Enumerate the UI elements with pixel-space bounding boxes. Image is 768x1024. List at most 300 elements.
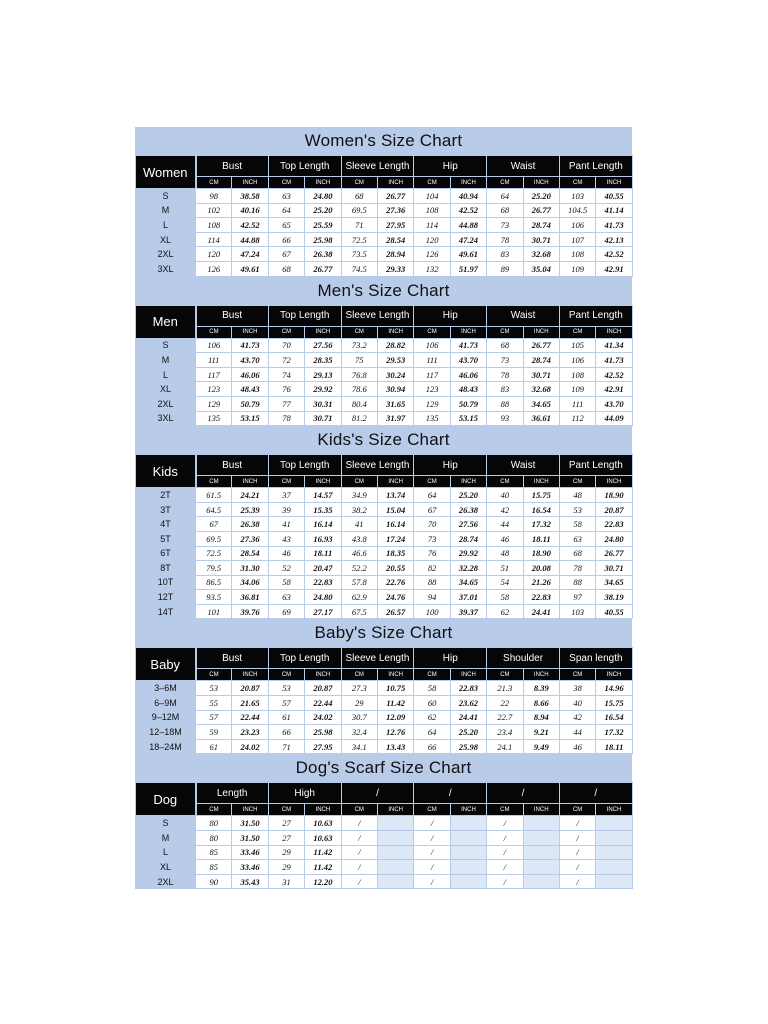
inch-value: 40.16 [232, 203, 268, 218]
category-label: Kids [136, 455, 196, 488]
cm-value: 104.5 [559, 203, 595, 218]
inch-value: 12.20 [305, 874, 341, 889]
inch-value: 28.54 [232, 546, 268, 561]
inch-value: 42.52 [450, 203, 486, 218]
column-header: Top Length [268, 156, 341, 177]
inch-value: 22.44 [232, 710, 268, 725]
cm-value: 67 [268, 247, 304, 262]
cm-value: 54 [487, 575, 523, 590]
unit-cm-header: CM [341, 669, 377, 681]
cm-value: 80.4 [341, 396, 377, 411]
inch-value [523, 831, 559, 846]
cm-value: 93 [487, 411, 523, 426]
cm-value: 29 [268, 860, 304, 875]
cm-value: 61 [196, 739, 232, 754]
cm-value: 73 [487, 218, 523, 233]
inch-value: 35.04 [523, 261, 559, 276]
cm-value: 123 [196, 382, 232, 397]
inch-value: 28.82 [377, 338, 413, 353]
inch-value [596, 860, 632, 875]
cm-value: 65 [268, 218, 304, 233]
inch-value: 12.09 [377, 710, 413, 725]
column-header: / [414, 783, 487, 804]
cm-value: 66 [268, 725, 304, 740]
inch-value: 22.44 [305, 696, 341, 711]
inch-value: 41.73 [596, 353, 632, 368]
unit-cm-header: CM [341, 476, 377, 488]
cm-value: 71 [268, 739, 304, 754]
cm-value: 48 [559, 488, 595, 503]
inch-value: 30.31 [305, 396, 341, 411]
unit-cm-header: CM [559, 476, 595, 488]
cm-value: 78 [559, 561, 595, 576]
inch-value: 25.59 [305, 218, 341, 233]
category-label: Men [136, 305, 196, 338]
size-label: 14T [136, 604, 196, 619]
cm-value: 75 [341, 353, 377, 368]
cm-value: 67.5 [341, 604, 377, 619]
cm-value: 97 [559, 590, 595, 605]
cm-value: 102 [196, 203, 232, 218]
cm-value: 109 [559, 382, 595, 397]
cm-value: 29 [268, 845, 304, 860]
cm-value: / [341, 816, 377, 831]
inch-value: 35.43 [232, 874, 268, 889]
inch-value: 23.62 [450, 696, 486, 711]
inch-value: 37.01 [450, 590, 486, 605]
inch-value: 49.61 [232, 261, 268, 276]
unit-inch-header: INCH [596, 476, 632, 488]
inch-value: 31.30 [232, 561, 268, 576]
cm-value: 76 [268, 382, 304, 397]
size-label: 2XL [136, 874, 196, 889]
cm-value: 44 [559, 725, 595, 740]
table-row [136, 396, 633, 411]
unit-cm-header: CM [196, 669, 232, 681]
inch-value: 39.37 [450, 604, 486, 619]
unit-cm-header: CM [487, 177, 523, 189]
cm-value: 80 [196, 816, 232, 831]
inch-value: 41.73 [596, 218, 632, 233]
inch-value: 34.06 [232, 575, 268, 590]
cm-value: 46 [487, 531, 523, 546]
cm-value: 129 [196, 396, 232, 411]
cm-value: 100 [414, 604, 450, 619]
cm-value: 37 [268, 488, 304, 503]
table-row [136, 382, 633, 397]
table-row [136, 411, 633, 426]
inch-value: 34.65 [596, 575, 632, 590]
inch-value: 42.52 [596, 367, 632, 382]
column-header: Shoulder [487, 648, 560, 669]
unit-inch-header: INCH [232, 804, 268, 816]
cm-value: 53 [196, 681, 232, 696]
cm-value: 62 [487, 604, 523, 619]
cm-value: 85 [196, 860, 232, 875]
cm-value: 123 [414, 382, 450, 397]
cm-value: 42 [487, 502, 523, 517]
cm-value: 111 [196, 353, 232, 368]
column-header: Pant Length [559, 455, 632, 476]
inch-value [377, 816, 413, 831]
cm-value: 69 [268, 604, 304, 619]
inch-value [523, 845, 559, 860]
inch-value: 33.46 [232, 860, 268, 875]
cm-value: 79.5 [196, 561, 232, 576]
inch-value: 22.83 [596, 517, 632, 532]
inch-value: 29.53 [377, 353, 413, 368]
unit-cm-header: CM [196, 177, 232, 189]
unit-inch-header: INCH [450, 326, 486, 338]
cm-value: 73.5 [341, 247, 377, 262]
inch-value: 26.38 [450, 502, 486, 517]
inch-value: 26.77 [523, 203, 559, 218]
table-row [136, 590, 633, 605]
inch-value: 8.94 [523, 710, 559, 725]
inch-value: 41.73 [232, 338, 268, 353]
column-header: Top Length [268, 305, 341, 326]
unit-inch-header: INCH [523, 476, 559, 488]
cm-value: 53 [559, 502, 595, 517]
inch-value: 15.04 [377, 502, 413, 517]
unit-inch-header: INCH [596, 326, 632, 338]
inch-value: 18.90 [596, 488, 632, 503]
unit-inch-header: INCH [596, 804, 632, 816]
inch-value: 14.57 [305, 488, 341, 503]
inch-value: 23.23 [232, 725, 268, 740]
inch-value: 16.93 [305, 531, 341, 546]
unit-inch-header: INCH [305, 177, 341, 189]
inch-value: 8.39 [523, 681, 559, 696]
cm-value: 53 [268, 681, 304, 696]
cm-value: 46 [559, 739, 595, 754]
inch-value [450, 831, 486, 846]
inch-value: 16.54 [596, 710, 632, 725]
table-row [136, 710, 633, 725]
inch-value: 17.32 [523, 517, 559, 532]
cm-value: 66 [268, 232, 304, 247]
unit-inch-header: INCH [523, 804, 559, 816]
size-label: XL [136, 382, 196, 397]
table-row [136, 604, 633, 619]
unit-cm-header: CM [487, 669, 523, 681]
cm-value: 63 [268, 590, 304, 605]
cm-value: 120 [414, 232, 450, 247]
inch-value: 27.56 [450, 517, 486, 532]
cm-value: 73 [487, 353, 523, 368]
cm-value: 88 [559, 575, 595, 590]
category-label: Baby [136, 648, 196, 681]
unit-cm-header: CM [559, 804, 595, 816]
size-label: 3XL [136, 261, 196, 276]
table-row [136, 189, 633, 204]
inch-value: 44.09 [596, 411, 632, 426]
unit-inch-header: INCH [377, 804, 413, 816]
table-row [136, 338, 633, 353]
cm-value: 114 [414, 218, 450, 233]
inch-value: 36.81 [232, 590, 268, 605]
inch-value: 31.50 [232, 816, 268, 831]
size-label: 18–24M [136, 739, 196, 754]
inch-value: 42.52 [596, 247, 632, 262]
cm-value: 21.3 [487, 681, 523, 696]
unit-cm-header: CM [487, 476, 523, 488]
cm-value: 101 [196, 604, 232, 619]
cm-value: 67 [414, 502, 450, 517]
inch-value: 53.15 [450, 411, 486, 426]
inch-value: 42.52 [232, 218, 268, 233]
inch-value: 30.71 [523, 367, 559, 382]
unit-inch-header: INCH [232, 476, 268, 488]
inch-value: 26.38 [232, 517, 268, 532]
column-header: / [559, 783, 632, 804]
cm-value: 74 [268, 367, 304, 382]
cm-value: / [341, 831, 377, 846]
column-header: Bust [196, 648, 269, 669]
cm-value: 64 [414, 725, 450, 740]
unit-cm-header: CM [559, 177, 595, 189]
cm-value: 23.4 [487, 725, 523, 740]
cm-value: 73 [414, 531, 450, 546]
inch-value [596, 831, 632, 846]
cm-value: 86.5 [196, 575, 232, 590]
size-label: 6–9M [136, 696, 196, 711]
cm-value: 24.1 [487, 739, 523, 754]
inch-value: 28.74 [523, 353, 559, 368]
unit-cm-header: CM [559, 326, 595, 338]
inch-value: 18.11 [523, 531, 559, 546]
column-header: Span length [559, 648, 632, 669]
cm-value: 60 [414, 696, 450, 711]
inch-value: 25.98 [305, 232, 341, 247]
cm-value: 103 [559, 604, 595, 619]
cm-value: 72.5 [341, 232, 377, 247]
cm-value: 27 [268, 831, 304, 846]
unit-inch-header: INCH [377, 177, 413, 189]
inch-value: 34.65 [450, 575, 486, 590]
cm-value: 34.9 [341, 488, 377, 503]
inch-value: 29.13 [305, 367, 341, 382]
cm-value: 107 [559, 232, 595, 247]
inch-value [377, 874, 413, 889]
size-label: 8T [136, 561, 196, 576]
cm-value: 126 [414, 247, 450, 262]
cm-value: 68 [341, 189, 377, 204]
unit-cm-header: CM [487, 326, 523, 338]
unit-inch-header: INCH [305, 326, 341, 338]
inch-value: 32.28 [450, 561, 486, 576]
inch-value: 9.21 [523, 725, 559, 740]
inch-value: 20.87 [232, 681, 268, 696]
inch-value: 12.76 [377, 725, 413, 740]
unit-cm-header: CM [414, 177, 450, 189]
inch-value: 43.70 [232, 353, 268, 368]
cm-value: 69.5 [196, 531, 232, 546]
inch-value: 22.76 [377, 575, 413, 590]
cm-value: 63 [268, 189, 304, 204]
cm-value: 58 [559, 517, 595, 532]
unit-inch-header: INCH [232, 177, 268, 189]
cm-value: 108 [559, 247, 595, 262]
inch-value: 16.14 [305, 517, 341, 532]
inch-value: 24.41 [450, 710, 486, 725]
cm-value: 62 [414, 710, 450, 725]
cm-value: 38.2 [341, 502, 377, 517]
cm-value: 31 [268, 874, 304, 889]
cm-value: / [341, 845, 377, 860]
cm-value: 108 [196, 218, 232, 233]
size-label: XL [136, 232, 196, 247]
inch-value [377, 831, 413, 846]
inch-value: 24.80 [596, 531, 632, 546]
unit-inch-header: INCH [377, 476, 413, 488]
column-header: / [341, 783, 414, 804]
size-label: 6T [136, 546, 196, 561]
inch-value: 25.20 [450, 488, 486, 503]
unit-cm-header: CM [268, 177, 304, 189]
cm-value: / [559, 860, 595, 875]
inch-value: 41.34 [596, 338, 632, 353]
inch-value: 25.20 [523, 189, 559, 204]
inch-value [450, 860, 486, 875]
inch-value: 24.80 [305, 590, 341, 605]
unit-inch-header: INCH [232, 326, 268, 338]
cm-value: 132 [414, 261, 450, 276]
inch-value: 30.71 [305, 411, 341, 426]
cm-value: 67 [196, 517, 232, 532]
column-header: Hip [414, 156, 487, 177]
inch-value: 43.70 [596, 396, 632, 411]
cm-value: 72 [268, 353, 304, 368]
size-label: 2XL [136, 396, 196, 411]
inch-value: 18.11 [305, 546, 341, 561]
inch-value: 15.35 [305, 502, 341, 517]
cm-value: 55 [196, 696, 232, 711]
unit-inch-header: INCH [305, 804, 341, 816]
inch-value: 44.88 [232, 232, 268, 247]
size-chart [135, 127, 632, 889]
inch-value: 43.70 [450, 353, 486, 368]
cm-value: 70 [414, 517, 450, 532]
cm-value: / [414, 860, 450, 875]
inch-value: 27.95 [377, 218, 413, 233]
inch-value: 20.87 [596, 502, 632, 517]
cm-value: 32.4 [341, 725, 377, 740]
inch-value: 50.79 [450, 396, 486, 411]
cm-value: 69.5 [341, 203, 377, 218]
unit-inch-header: INCH [596, 177, 632, 189]
table-row [136, 696, 633, 711]
inch-value: 26.57 [377, 604, 413, 619]
inch-value: 11.42 [377, 696, 413, 711]
inch-value [523, 860, 559, 875]
cm-value: 68 [268, 261, 304, 276]
cm-value: 117 [414, 367, 450, 382]
inch-value [377, 845, 413, 860]
cm-value: 51 [487, 561, 523, 576]
cm-value: 93.5 [196, 590, 232, 605]
inch-value: 42.91 [596, 382, 632, 397]
unit-cm-header: CM [487, 804, 523, 816]
inch-value: 38.19 [596, 590, 632, 605]
inch-value: 49.61 [450, 247, 486, 262]
cm-value: 39 [268, 502, 304, 517]
cm-value: 48 [487, 546, 523, 561]
column-header: Pant Length [559, 156, 632, 177]
inch-value: 26.77 [596, 546, 632, 561]
inch-value: 41.73 [450, 338, 486, 353]
column-header: Pant Length [559, 305, 632, 326]
inch-value: 26.77 [377, 189, 413, 204]
column-header: Length [196, 783, 269, 804]
inch-value: 24.21 [232, 488, 268, 503]
inch-value: 30.71 [523, 232, 559, 247]
inch-value: 39.76 [232, 604, 268, 619]
cm-value: / [414, 874, 450, 889]
inch-value [596, 874, 632, 889]
cm-value: 40 [559, 696, 595, 711]
cm-value: 83 [487, 247, 523, 262]
unit-cm-header: CM [268, 669, 304, 681]
cm-value: 41 [268, 517, 304, 532]
cm-value: 94 [414, 590, 450, 605]
size-table [135, 782, 633, 889]
cm-value: 46 [268, 546, 304, 561]
size-label: XL [136, 860, 196, 875]
inch-value: 13.43 [377, 739, 413, 754]
unit-cm-header: CM [559, 669, 595, 681]
table-row [136, 203, 633, 218]
cm-value: 29 [341, 696, 377, 711]
cm-value: 109 [559, 261, 595, 276]
unit-cm-header: CM [268, 476, 304, 488]
inch-value: 10.63 [305, 816, 341, 831]
cm-value: 52 [268, 561, 304, 576]
section-title: Men's Size Chart [135, 277, 632, 305]
unit-inch-header: INCH [232, 669, 268, 681]
inch-value: 16.54 [523, 502, 559, 517]
column-header: / [487, 783, 560, 804]
cm-value: 105 [559, 338, 595, 353]
table-row [136, 845, 633, 860]
inch-value: 27.95 [305, 739, 341, 754]
cm-value: / [341, 874, 377, 889]
unit-inch-header: INCH [305, 476, 341, 488]
cm-value: 114 [196, 232, 232, 247]
inch-value: 22.83 [450, 681, 486, 696]
inch-value: 11.42 [305, 860, 341, 875]
inch-value: 29.33 [377, 261, 413, 276]
unit-inch-header: INCH [450, 476, 486, 488]
inch-value [596, 816, 632, 831]
inch-value: 31.50 [232, 831, 268, 846]
table-row [136, 353, 633, 368]
inch-value: 11.42 [305, 845, 341, 860]
unit-cm-header: CM [268, 326, 304, 338]
inch-value: 42.91 [596, 261, 632, 276]
size-label: 3T [136, 502, 196, 517]
cm-value: 103 [559, 189, 595, 204]
cm-value: 83 [487, 382, 523, 397]
inch-value: 27.17 [305, 604, 341, 619]
cm-value: / [559, 845, 595, 860]
cm-value: 62.9 [341, 590, 377, 605]
column-header: Bust [196, 156, 269, 177]
unit-inch-header: INCH [450, 804, 486, 816]
cm-value: 64 [487, 189, 523, 204]
table-row [136, 860, 633, 875]
cm-value: 129 [414, 396, 450, 411]
